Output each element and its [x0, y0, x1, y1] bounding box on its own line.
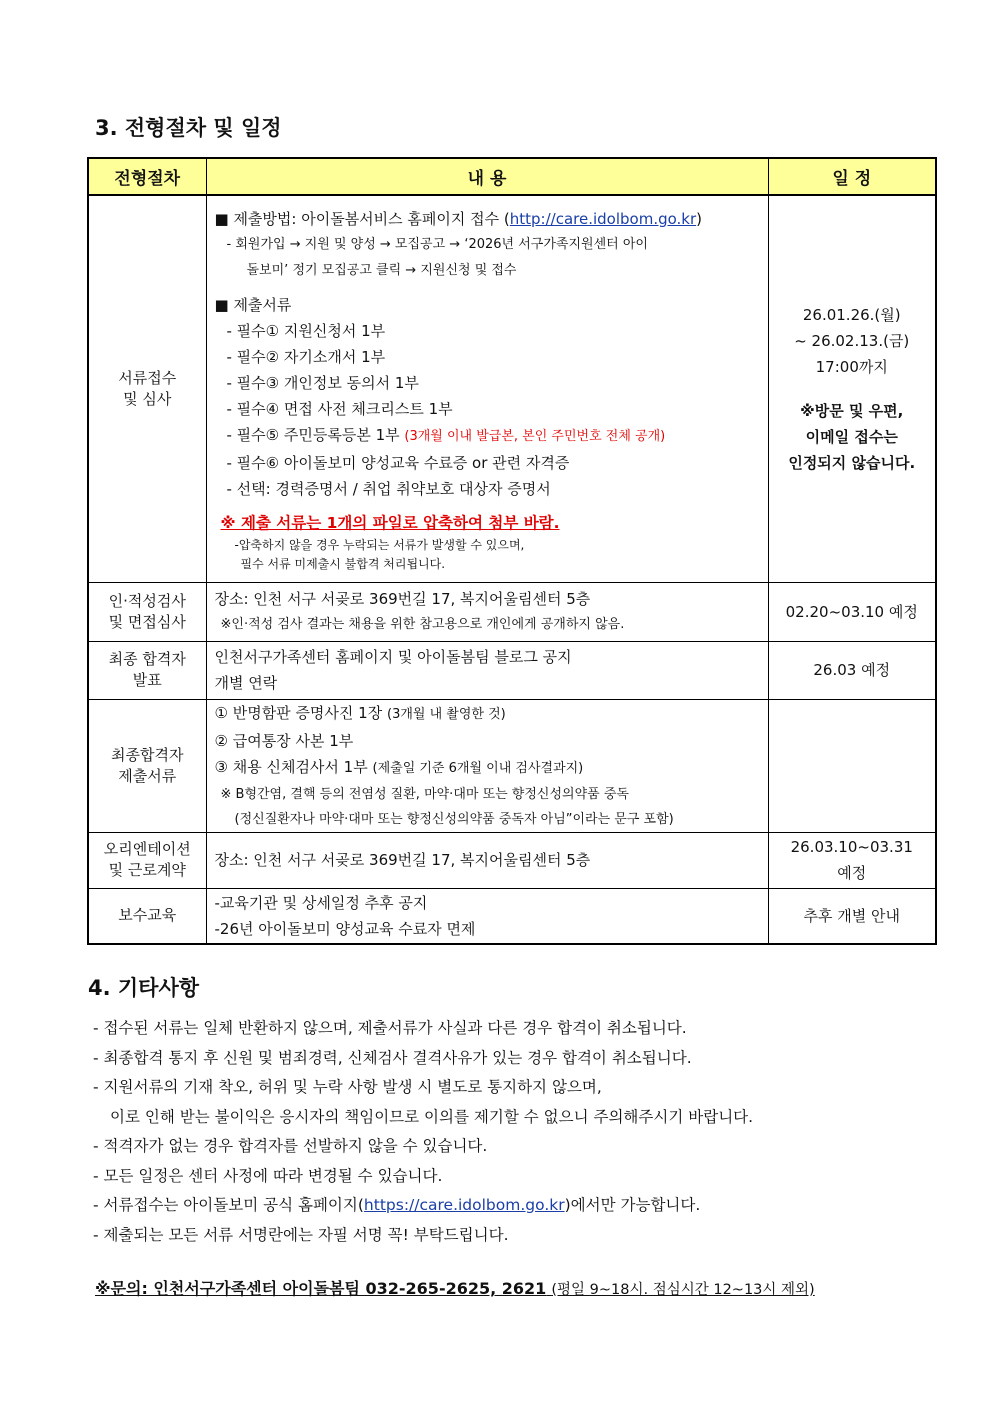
table-row	[88, 195, 936, 582]
list-item: - 접수된 서류는 일체 반환하지 않으며, 제출서류가 사실과 다른 경우 합격이 취소됩니다.	[93, 1019, 687, 1037]
header-date: 일 정	[768, 158, 936, 195]
stage-cell: 보수교육	[88, 888, 206, 944]
stage-label: 제출서류	[118, 766, 177, 785]
docs-title: ■ 제출서류	[214, 295, 292, 314]
zip-note: -압축하지 않을 경우 누락되는 서류가 발생할 수 있으며,	[234, 537, 525, 552]
inquiry-contact: ※문의: 인천서구가족센터 아이돌봄팀 032-265-2625, 2621	[95, 1279, 547, 1298]
date-text: 26.03.10~03.31	[790, 838, 913, 856]
stage-label: 오리엔테이션	[103, 840, 191, 858]
zip-warning: ※ 제출 서류는 1개의 파일로 압축하여 첨부 바람.	[220, 513, 560, 532]
official-site-link[interactable]: https://care.idolbom.go.kr	[363, 1196, 565, 1214]
content-cell	[206, 832, 768, 888]
stage-cell	[88, 641, 206, 699]
content-cell	[206, 582, 768, 641]
place-text: 장소: 인천 서구 서곶로 369번길 17, 복지어울림센터 5층	[214, 589, 591, 608]
stage-label: 최종 합격자	[108, 650, 186, 668]
date-cell	[768, 832, 936, 888]
doc-item-note: (3개월 이내 발급본, 본인 주민번호 전체 공개)	[404, 428, 666, 444]
inquiry-hours: (평일 9~18시. 점심시간 12~13시 제외)	[551, 1282, 815, 1298]
stage-label: 발표	[132, 671, 162, 689]
place-text: 장소: 인천 서구 서곶로 369번길 17, 복지어울림센터 5층	[214, 851, 591, 869]
notes-list	[93, 1014, 753, 1250]
path-line: 돌보미’ 정기 모집공고 클릭 → 지원신청 및 접수	[246, 262, 517, 278]
list-item: - 최종합격 통지 후 신원 및 범죄경력, 신체검사 결격사유가 있는 경우 합격이 취소됩니다.	[93, 1048, 692, 1067]
submit-note: ※ B형간염, 결핵 등의 전염성 질환, 마약·대마 또는 향정신성의약품 중독	[220, 786, 629, 802]
date-cell: 추후 개별 안내	[768, 888, 936, 944]
date-note: 이메일 접수는	[805, 427, 898, 446]
stage-label: 및 심사	[123, 389, 172, 408]
stage-cell	[88, 832, 206, 888]
table-row	[88, 582, 936, 641]
content-cell	[206, 641, 768, 699]
list-item	[93, 1191, 753, 1221]
content-cell	[206, 888, 768, 944]
list-item: - 적격자가 없는 경우 합격자를 선발하지 않을 수 있습니다.	[93, 1137, 488, 1155]
stage-label: 최종합격자	[111, 745, 184, 764]
doc-item: - 필수⑥ 아이돌보미 양성교육 수료증 or 관련 자격증	[226, 453, 570, 472]
stage-label: 서류접수	[118, 368, 177, 387]
list-item: - 모든 일정은 센터 사정에 따라 변경될 수 있습니다.	[93, 1166, 443, 1185]
content-cell	[206, 195, 768, 582]
date-note: 인정되지 않습니다.	[788, 453, 916, 472]
list-item: - 지원서류의 기재 착오, 허위 및 누락 사항 발생 시 별도로 통지하지 않으며,	[93, 1078, 602, 1096]
doc-item: - 필수⑤ 주민등록등본 1부	[226, 425, 400, 444]
header-stage: 전형절차	[88, 158, 206, 195]
date-cell	[768, 699, 936, 832]
doc-item: - 필수① 지원신청서 1부	[226, 321, 386, 340]
list-item: - 제출되는 모든 서류 서명란에는 자필 서명 꼭! 부탁드립니다.	[93, 1225, 509, 1244]
stage-label: 및 면접심사	[108, 612, 186, 631]
stage-cell	[88, 699, 206, 832]
note-text: ※인·적성 검사 결과는 채용을 위한 참고용으로 개인에게 공개하지 않음.	[220, 616, 625, 632]
header-content: 내 용	[206, 158, 768, 195]
date-note: ※방문 및 우편,	[800, 401, 904, 420]
submit-item-note: (제출일 기준 6개월 이내 검사결과지)	[372, 760, 584, 776]
section-4-title: 4. 기타사항	[88, 976, 200, 1000]
content-line: 인천서구가족센터 홈페이지 및 아이돌봄팀 블로그 공지	[214, 648, 572, 666]
stage-cell	[88, 582, 206, 641]
date-text: 예정	[837, 864, 867, 882]
list-item-text: - 서류접수는 아이돌보미 공식 홈페이지(	[93, 1196, 364, 1214]
table-row	[88, 641, 936, 699]
table-row	[88, 699, 936, 832]
method-close: )	[696, 209, 703, 228]
date-text: 26.01.26.(월)	[802, 305, 901, 324]
stage-label: 인·적성검사	[108, 591, 186, 610]
stage-label: 및 근로계약	[108, 861, 186, 879]
schedule-table	[87, 157, 937, 945]
date-cell: 02.20~03.10 예정	[768, 582, 936, 641]
doc-item: - 필수③ 개인정보 동의서 1부	[226, 373, 419, 392]
table-header-row	[88, 158, 936, 195]
doc-item: - 선택: 경력증명서 / 취업 취약보호 대상자 증명서	[226, 479, 551, 498]
list-item: 이로 인해 받는 불이익은 응시자의 책임이므로 이의를 제기할 수 없으니 주의해주시기 바랍니다.	[110, 1107, 754, 1126]
date-text: ~ 26.02.13.(금)	[794, 331, 910, 350]
table-row	[88, 832, 936, 888]
inquiry-line	[95, 1276, 815, 1299]
submit-item: ② 급여통장 사본 1부	[214, 731, 354, 750]
content-line: -26년 아이돌보미 양성교육 수료자 면제	[214, 919, 476, 938]
submit-item: ③ 채용 신체검사서 1부	[214, 757, 368, 776]
table-row	[88, 888, 936, 944]
path-line: - 회원가입 → 지원 및 양성 → 모집공고 → ‘2026년 서구가족지원센터 아이	[226, 236, 648, 252]
content-line: 개별 연락	[214, 674, 278, 692]
date-cell	[768, 195, 936, 582]
zip-note: 필수 서류 미제출시 불합격 처리됩니다.	[240, 556, 446, 571]
date-cell: 26.03 예정	[768, 641, 936, 699]
stage-cell	[88, 195, 206, 582]
submit-item-note: (3개월 내 촬영한 것)	[387, 706, 506, 722]
content-line: -교육기관 및 상세일정 추후 공지	[214, 893, 428, 912]
doc-item: - 필수② 자기소개서 1부	[226, 347, 386, 366]
doc-item: - 필수④ 면접 사전 체크리스트 1부	[226, 399, 453, 418]
date-text: 17:00까지	[815, 357, 888, 376]
submit-note: (정신질환자나 마약·대마 또는 향정신성의약품 중독자 아님”이라는 문구 포함)	[234, 811, 674, 827]
submit-item: ① 반명함판 증명사진 1장	[214, 703, 383, 722]
list-item-text: )에서만 가능합니다.	[564, 1196, 701, 1214]
section-3-title: 3. 전형절차 및 일정	[95, 116, 282, 140]
content-cell	[206, 699, 768, 832]
method-title: ■ 제출방법: 아이돌봄서비스 홈페이지 접수 (	[214, 209, 510, 228]
application-link[interactable]: http://care.idolbom.go.kr	[509, 209, 697, 228]
